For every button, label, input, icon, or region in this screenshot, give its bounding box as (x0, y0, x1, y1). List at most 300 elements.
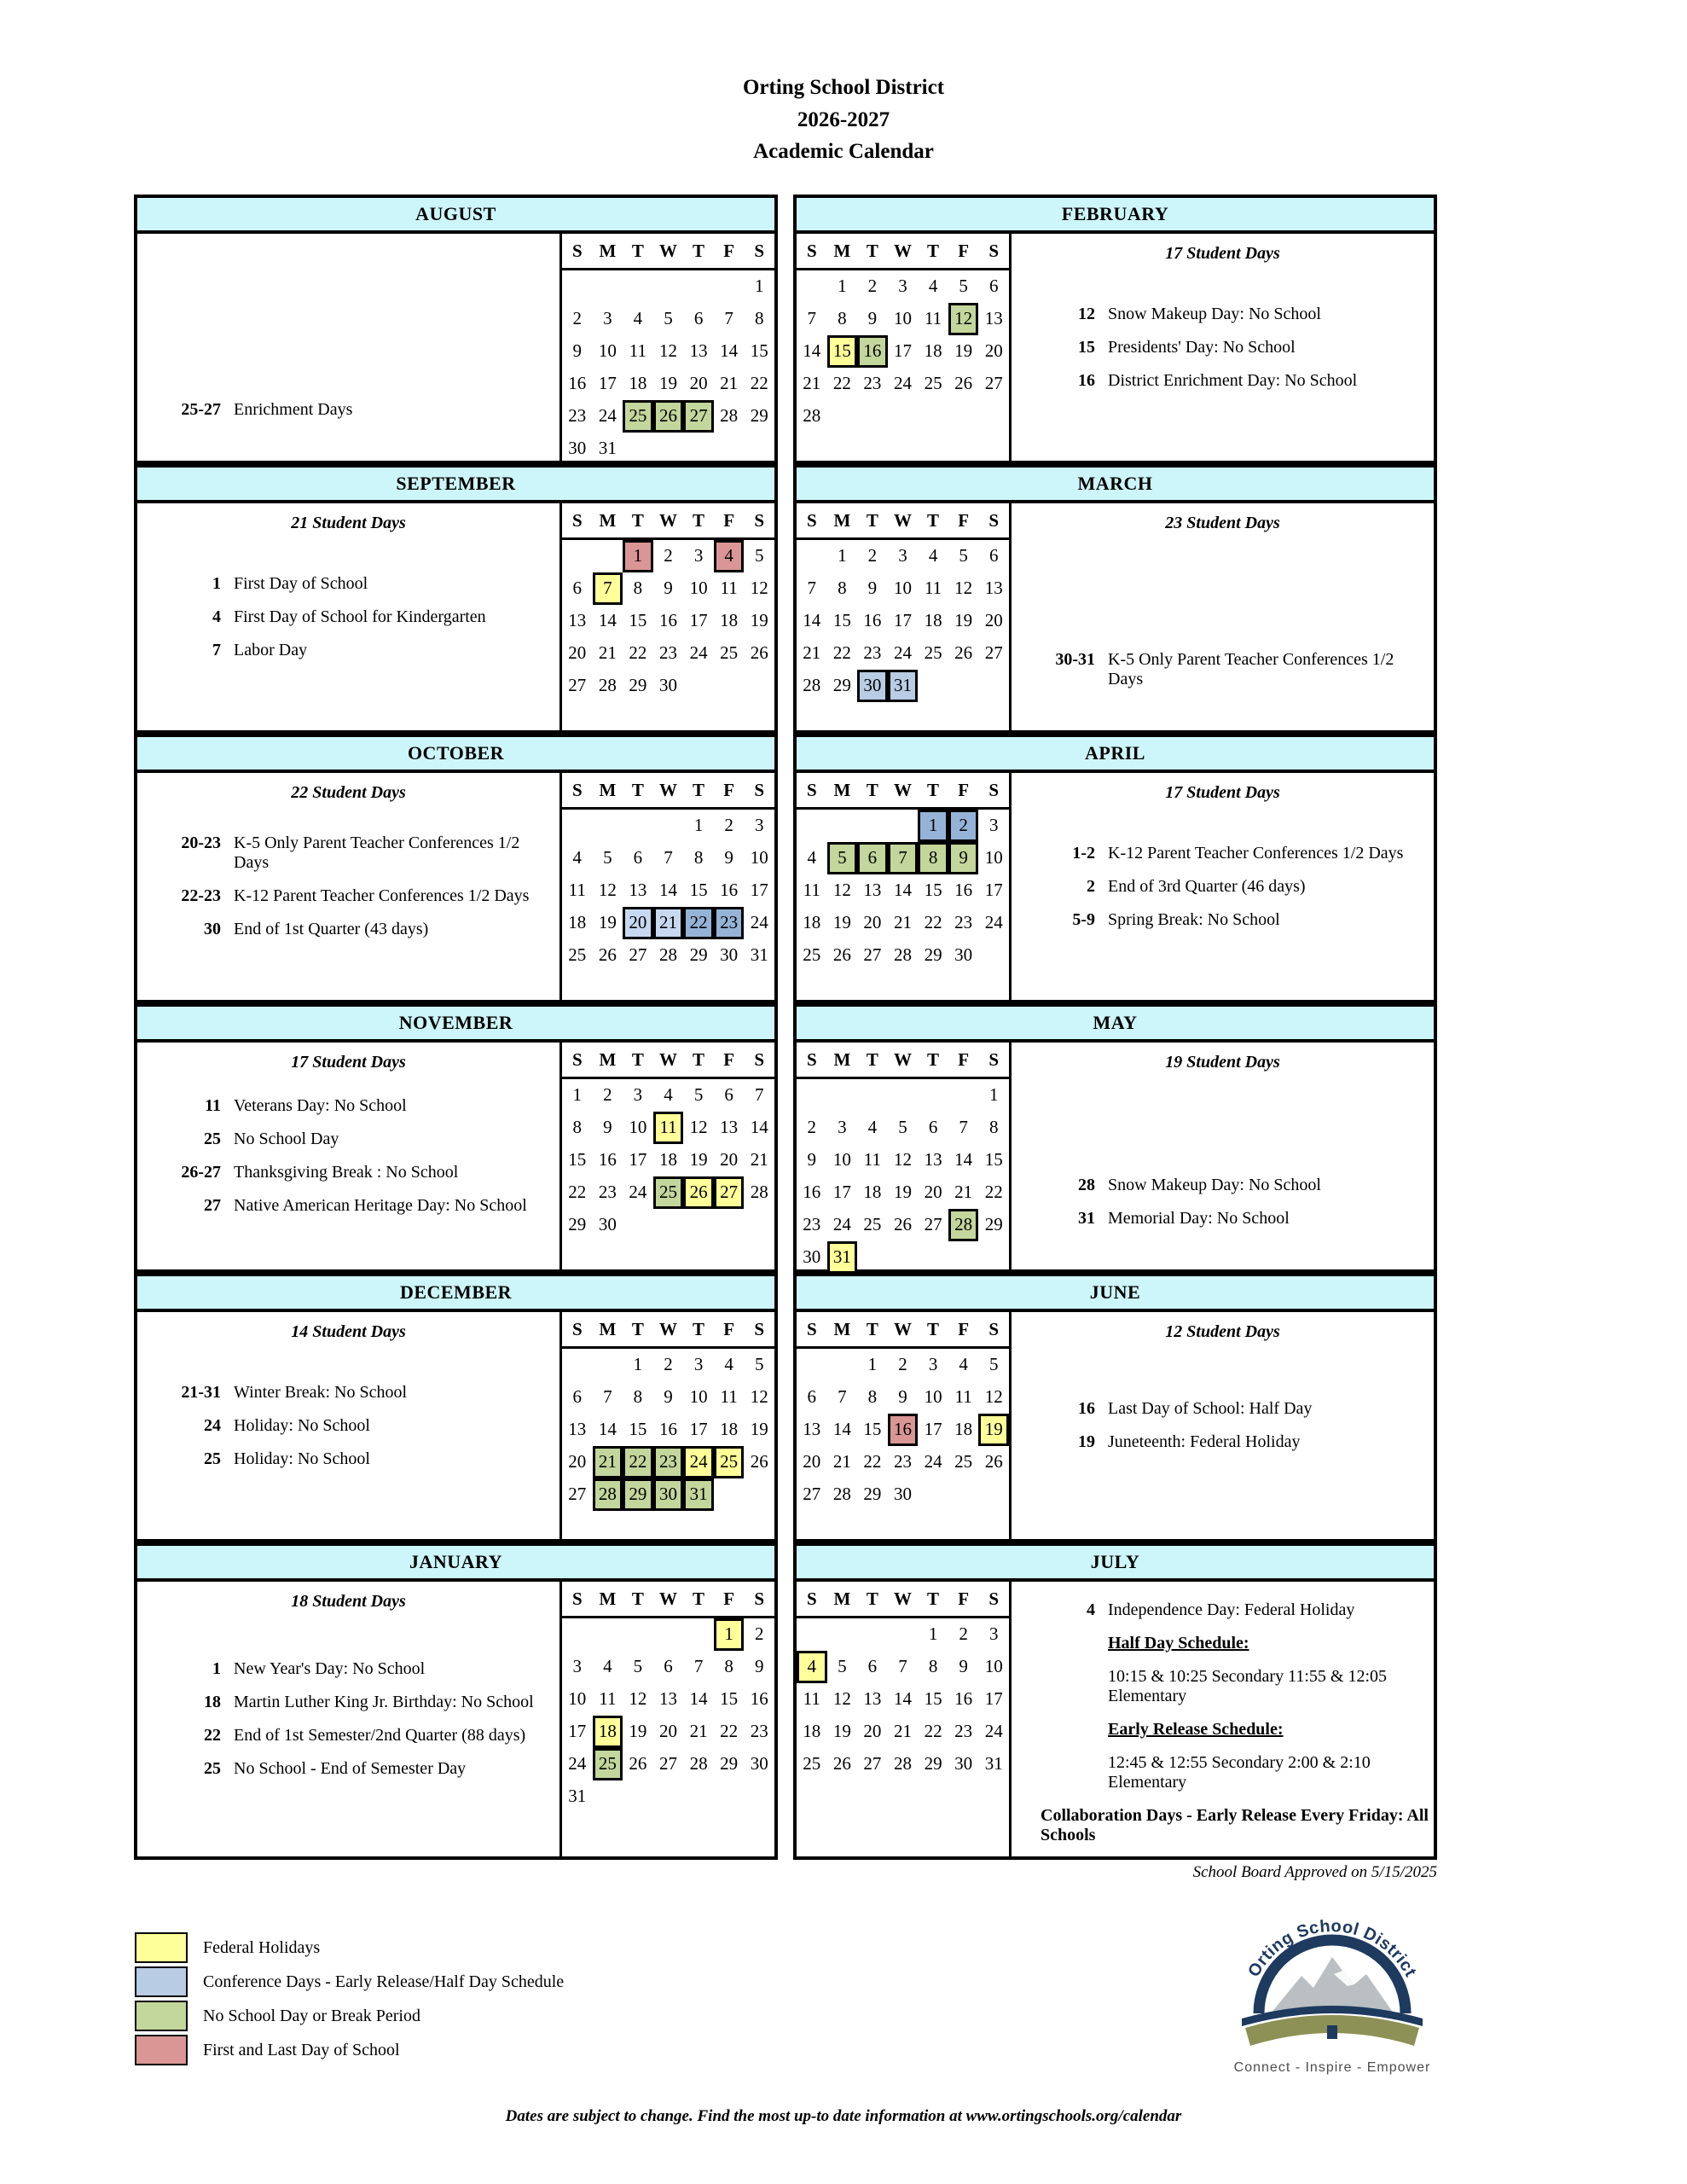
mini-calendar (559, 1582, 774, 1856)
day-cell: 1 (754, 276, 764, 296)
weeks (562, 810, 774, 972)
day-cell-empty (797, 1618, 827, 1651)
note-day-label: 1-2 (1072, 843, 1095, 863)
day-cell-empty (714, 1780, 745, 1813)
day-cell: 29 (750, 405, 768, 426)
month-block-august (134, 195, 778, 464)
day-cell-empty (827, 1349, 858, 1381)
day-cell: 2 (867, 545, 878, 566)
notes-list (1017, 503, 1429, 730)
day-cell-empty (714, 433, 745, 465)
month-title: JULY (797, 1546, 1434, 1582)
week-row (562, 810, 774, 842)
day-cell-empty (744, 433, 774, 465)
day-cell: 31 (827, 1241, 858, 1274)
day-cell: 18 (720, 610, 739, 630)
day-cell: 22 (924, 912, 942, 932)
day-cell: 21 (598, 642, 617, 663)
day-cell: 20 (863, 912, 882, 932)
day-cell: 25 (593, 1748, 623, 1780)
day-cell: 8 (724, 1656, 733, 1676)
month-title: JUNE (797, 1276, 1434, 1312)
day-cell-empty (797, 810, 827, 842)
weekday-header: S (754, 1588, 765, 1609)
weekday-header: T (693, 240, 705, 261)
day-cell: 19 (658, 373, 677, 393)
notes-list (142, 1312, 554, 1539)
day-cell: 30 (568, 438, 587, 458)
student-days-label: 12 Student Days (1165, 1322, 1280, 1341)
day-cell: 3 (572, 1656, 583, 1676)
day-cell: 14 (598, 610, 617, 630)
weekday-header: S (806, 779, 817, 800)
note-text: Presidents' Day: No School (1108, 337, 1296, 357)
week-row (562, 1683, 774, 1716)
day-cell: 26 (750, 642, 768, 663)
day-cell: 15 (924, 880, 942, 900)
day-cell: 10 (689, 578, 708, 598)
week-row (562, 540, 774, 572)
mini-calendar (797, 773, 1012, 1000)
notes-list (142, 773, 554, 1000)
day-cell: 11 (803, 1688, 820, 1709)
day-cell: 17 (750, 880, 768, 900)
month-block-december (134, 1273, 778, 1542)
day-cell: 17 (893, 340, 912, 361)
week-row (562, 1716, 774, 1748)
day-cell: 3 (838, 1117, 847, 1137)
week-row (562, 1618, 774, 1651)
note-row (142, 1726, 554, 1745)
note-text: District Enrichment Day: No School (1108, 370, 1358, 390)
note-day-label: 21-31 (181, 1382, 221, 1402)
note-day-label: 26-27 (181, 1163, 221, 1182)
weekday-header: W (658, 1048, 677, 1070)
weekday-header: F (723, 1048, 735, 1070)
day-cell: 9 (867, 308, 878, 328)
day-cell-empty (827, 1618, 858, 1651)
day-cell: 11 (863, 1149, 882, 1170)
day-cell-empty (683, 433, 714, 465)
note-text: Native American Heritage Day: No School (234, 1196, 527, 1215)
note-text: First Day of School for Kindergarten (234, 607, 486, 626)
weekday-header: W (658, 779, 677, 800)
month-body (797, 1043, 1434, 1269)
day-cell-empty (797, 270, 827, 303)
month-block-october (134, 734, 778, 1003)
day-cell: 24 (893, 642, 912, 663)
day-cell: 23 (954, 1721, 973, 1741)
color-legend (135, 1931, 564, 2068)
day-cell: 12 (984, 1386, 1003, 1407)
day-cell: 16 (658, 610, 677, 630)
day-cell: 26 (598, 944, 617, 965)
week-row (562, 670, 774, 702)
day-cell: 29 (863, 1484, 882, 1504)
student-days-label: 22 Student Days (291, 783, 406, 802)
weekday-header: S (988, 509, 1000, 531)
day-cell: 24 (750, 912, 768, 932)
month-block-september (134, 464, 778, 734)
day-cell-empty (683, 1209, 714, 1241)
day-cell: 13 (863, 1688, 882, 1709)
week-row (797, 1478, 1009, 1511)
note-day-label: 16 (1078, 370, 1095, 390)
day-cell: 16 (568, 373, 587, 393)
day-cell: 6 (867, 1656, 878, 1676)
weekday-header-row (797, 234, 1009, 270)
weekday-header: S (571, 509, 583, 531)
weekday-header-row (562, 1582, 774, 1618)
day-cell: 12 (750, 578, 768, 598)
day-cell: 12 (598, 880, 617, 900)
day-cell-empty (948, 1079, 979, 1112)
day-cell-empty (888, 1618, 919, 1651)
weekday-header: W (893, 779, 912, 800)
notes-area (1012, 1312, 1434, 1539)
day-cell: 11 (653, 1112, 684, 1144)
weekday-header: T (631, 1588, 644, 1609)
day-cell: 19 (978, 1414, 1009, 1446)
weekday-header: S (571, 1048, 583, 1070)
day-cell: 7 (603, 1386, 612, 1407)
day-cell-empty (797, 540, 827, 572)
weekday-header-row (797, 503, 1009, 540)
weekday-header: W (658, 1588, 677, 1609)
day-cell: 22 (683, 907, 714, 939)
day-cell-empty (918, 670, 948, 702)
day-cell: 8 (693, 847, 704, 868)
day-cell-empty (653, 810, 684, 842)
note-row (1017, 1432, 1429, 1452)
weekday-header: F (958, 1048, 970, 1070)
weekday-header: F (723, 1588, 735, 1609)
month-body (797, 503, 1434, 730)
day-cell: 8 (838, 578, 847, 598)
day-cell-empty (714, 1478, 745, 1511)
note-row (142, 1449, 554, 1469)
day-cell: 30 (954, 1753, 973, 1774)
day-cell: 17 (924, 1419, 942, 1439)
day-cell: 17 (629, 1149, 647, 1170)
day-cell-empty (744, 1478, 774, 1511)
day-cell: 29 (623, 1478, 653, 1511)
month-block-january (134, 1542, 778, 1860)
day-cell: 2 (959, 1623, 968, 1644)
note-row (142, 607, 554, 627)
day-cell: 28 (893, 944, 912, 965)
day-cell-empty (888, 1079, 919, 1112)
day-cell: 1 (714, 1618, 745, 1651)
week-row (562, 1651, 774, 1683)
day-cell: 29 (924, 944, 942, 965)
weekday-header: T (631, 240, 644, 261)
note-text: Labor Day (234, 640, 308, 659)
day-cell: 25 (863, 1214, 882, 1234)
legend-row (135, 1931, 564, 1964)
footer-note: Dates are subject to change. Find the most up-to date information at www.ortingschools.org/calendar (505, 2107, 1182, 2125)
day-cell: 18 (658, 1149, 677, 1170)
day-cell-empty (857, 1241, 888, 1274)
legend-label: First and Last Day of School (203, 2040, 400, 2059)
week-row (797, 1349, 1009, 1381)
weekday-header: T (927, 1588, 940, 1609)
weekday-header: S (806, 1318, 817, 1339)
week-row (797, 1748, 1009, 1780)
weekday-header: M (599, 240, 617, 261)
mini-calendar (559, 234, 774, 461)
day-cell: 25 (714, 1446, 745, 1478)
day-cell: 9 (754, 1656, 764, 1676)
day-cell: 22 (623, 1446, 653, 1478)
day-cell: 11 (599, 1688, 617, 1709)
day-cell: 24 (984, 1721, 1003, 1741)
day-cell: 13 (629, 880, 647, 900)
weekday-header: M (833, 779, 851, 800)
day-cell: 15 (750, 340, 768, 361)
weekday-header: S (806, 1588, 817, 1609)
week-row (562, 335, 774, 368)
day-cell-empty (888, 810, 919, 842)
week-row (562, 400, 774, 433)
day-cell: 25 (568, 944, 587, 965)
note-text: Snow Makeup Day: No School (1108, 304, 1321, 323)
day-cell: 2 (754, 1623, 764, 1644)
day-cell: 20 (803, 1451, 821, 1472)
week-row (797, 810, 1009, 842)
day-cell: 2 (948, 810, 979, 842)
day-cell: 21 (893, 1721, 912, 1741)
day-cell: 3 (928, 1354, 938, 1374)
calendar-label: Academic Calendar (753, 140, 934, 163)
day-cell: 1 (988, 1084, 999, 1105)
day-cell: 31 (598, 438, 617, 458)
school-year: 2026-2027 (797, 107, 890, 131)
day-cell: 8 (572, 1117, 583, 1137)
day-cell: 5 (988, 1354, 999, 1374)
day-cell: 14 (689, 1688, 708, 1709)
mini-calendar (797, 234, 1012, 461)
weekday-header: M (599, 1588, 617, 1609)
day-cell: 27 (658, 1753, 677, 1774)
week-row (562, 1079, 774, 1112)
weekday-header: W (658, 240, 677, 261)
note-day-label: 12 (1078, 304, 1095, 323)
day-cell: 24 (893, 373, 912, 393)
day-cell: 10 (832, 1149, 851, 1170)
notes-area (1012, 503, 1434, 730)
day-cell: 31 (683, 1478, 714, 1511)
day-cell: 7 (724, 308, 733, 328)
day-cell: 16 (954, 1688, 973, 1709)
weekday-header: F (723, 509, 735, 531)
day-cell: 8 (988, 1117, 999, 1137)
day-cell: 31 (750, 944, 768, 965)
day-cell: 2 (603, 1084, 612, 1105)
day-cell: 14 (832, 1419, 851, 1439)
note-day-label: 25 (204, 1759, 221, 1778)
day-cell: 26 (832, 944, 851, 965)
day-cell-empty (562, 1618, 593, 1651)
day-cell: 10 (689, 1386, 708, 1407)
day-cell: 22 (832, 642, 851, 663)
day-cell-empty (978, 400, 1009, 433)
day-cell: 3 (898, 545, 907, 566)
day-cell: 22 (568, 1182, 587, 1202)
weekday-header: F (958, 779, 970, 800)
day-cell: 11 (924, 578, 942, 598)
note-text: Veterans Day: No School (234, 1096, 407, 1115)
day-cell-empty (948, 400, 979, 433)
weekday-header: T (927, 240, 940, 261)
weekday-header: S (754, 240, 765, 261)
day-cell: 12 (629, 1688, 647, 1709)
mini-calendar (797, 1043, 1012, 1269)
day-cell: 12 (954, 578, 973, 598)
day-cell: 8 (633, 578, 643, 598)
weekday-header: T (866, 779, 878, 800)
day-cell: 3 (754, 815, 764, 835)
note-row (142, 1693, 554, 1712)
note-day-label: 25-27 (181, 400, 221, 419)
note-day-label: 7 (212, 640, 221, 659)
student-days-label: 17 Student Days (1165, 244, 1280, 263)
week-row (797, 1176, 1009, 1209)
note-text: Memorial Day: No School (1108, 1209, 1290, 1228)
month-block-june (793, 1273, 1437, 1542)
weeks (562, 1349, 774, 1511)
week-row (797, 670, 1009, 702)
note-row (142, 641, 554, 660)
month-title: MARCH (797, 468, 1434, 503)
day-cell-empty (948, 1478, 979, 1511)
day-cell-empty (623, 1618, 653, 1651)
week-row (797, 1381, 1009, 1414)
day-cell: 17 (568, 1721, 587, 1741)
day-cell: 5 (959, 545, 968, 566)
day-cell: 1 (918, 810, 948, 842)
weekday-header: M (833, 509, 851, 531)
day-cell-empty (623, 810, 653, 842)
day-cell: 13 (658, 1688, 677, 1709)
month-title: AUGUST (137, 198, 774, 234)
day-cell: 7 (898, 1656, 907, 1676)
note-text: Half Day Schedule: (1108, 1633, 1249, 1653)
day-cell-empty (593, 1780, 623, 1813)
day-cell: 1 (867, 1354, 878, 1374)
note-row (1017, 650, 1429, 689)
day-cell: 5 (838, 1656, 847, 1676)
day-cell: 21 (593, 1446, 623, 1478)
student-days-label: 14 Student Days (291, 1322, 406, 1341)
note-day-label: 4 (212, 607, 221, 626)
day-cell: 26 (984, 1451, 1003, 1472)
day-cell: 2 (898, 1354, 907, 1374)
day-cell-empty (714, 1209, 745, 1241)
day-cell-empty (562, 540, 593, 572)
district-name: Orting School District (742, 76, 945, 99)
note-row (1017, 1209, 1429, 1228)
day-cell: 24 (832, 1214, 851, 1234)
note-text: Independence Day: Federal Holiday (1108, 1600, 1355, 1619)
note-row (142, 834, 554, 873)
day-cell: 12 (689, 1117, 708, 1137)
approval-note: School Board Approved on 5/15/2025 (1192, 1863, 1437, 1881)
weekday-header: M (599, 509, 617, 531)
day-cell: 21 (893, 912, 912, 932)
day-cell: 27 (683, 400, 714, 433)
day-cell: 30 (893, 1484, 912, 1504)
day-cell: 14 (893, 1688, 912, 1709)
day-cell: 4 (664, 1084, 673, 1105)
day-cell: 14 (720, 340, 739, 361)
month-body (137, 1043, 774, 1269)
day-cell: 13 (568, 1419, 587, 1439)
note-row (1017, 1600, 1429, 1620)
day-cell: 11 (720, 1386, 738, 1407)
day-cell: 14 (803, 340, 821, 361)
day-cell-empty (857, 1618, 888, 1651)
day-cell-empty (918, 400, 948, 433)
weekday-header: M (833, 1588, 851, 1609)
day-cell: 19 (750, 610, 768, 630)
day-cell-empty (797, 1349, 827, 1381)
note-row (1017, 1720, 1429, 1740)
week-row (797, 540, 1009, 572)
note-text: First Day of School (234, 573, 368, 593)
day-cell: 7 (807, 578, 817, 598)
day-cell: 20 (689, 373, 708, 393)
month-title: APRIL (797, 737, 1434, 773)
day-cell: 15 (629, 1419, 647, 1439)
legend-swatch-first_last_day (135, 2035, 188, 2065)
month-body (797, 1312, 1434, 1539)
day-cell: 25 (803, 1753, 821, 1774)
day-cell: 7 (664, 847, 673, 868)
note-day-label: 20-23 (181, 834, 221, 852)
week-row (562, 368, 774, 400)
day-cell: 6 (693, 308, 704, 328)
day-cell: 23 (598, 1182, 617, 1202)
day-cell-empty (978, 670, 1009, 702)
weekday-header: F (958, 1318, 970, 1339)
day-cell-empty (683, 670, 714, 702)
week-row (562, 1780, 774, 1813)
day-cell: 23 (893, 1451, 912, 1472)
note-text: Last Day of School: Half Day (1108, 1399, 1313, 1418)
notes-list (142, 234, 554, 461)
day-cell: 26 (750, 1451, 768, 1472)
day-cell: 9 (898, 1386, 907, 1407)
day-cell: 27 (803, 1484, 821, 1504)
day-cell: 28 (750, 1182, 768, 1202)
day-cell: 4 (959, 1354, 968, 1374)
note-row (142, 920, 554, 939)
document-title (0, 72, 1687, 168)
mini-calendar (559, 503, 774, 730)
note-text: Holiday: No School (234, 1449, 370, 1468)
week-row (797, 1079, 1009, 1112)
day-cell: 14 (658, 880, 677, 900)
day-cell: 16 (720, 880, 739, 900)
day-cell: 30 (658, 675, 677, 695)
notes-list (142, 503, 554, 730)
day-cell: 20 (863, 1721, 882, 1741)
day-cell: 15 (689, 880, 708, 900)
day-cell: 19 (954, 340, 973, 361)
day-cell: 13 (984, 308, 1003, 328)
day-cell: 13 (863, 880, 882, 900)
